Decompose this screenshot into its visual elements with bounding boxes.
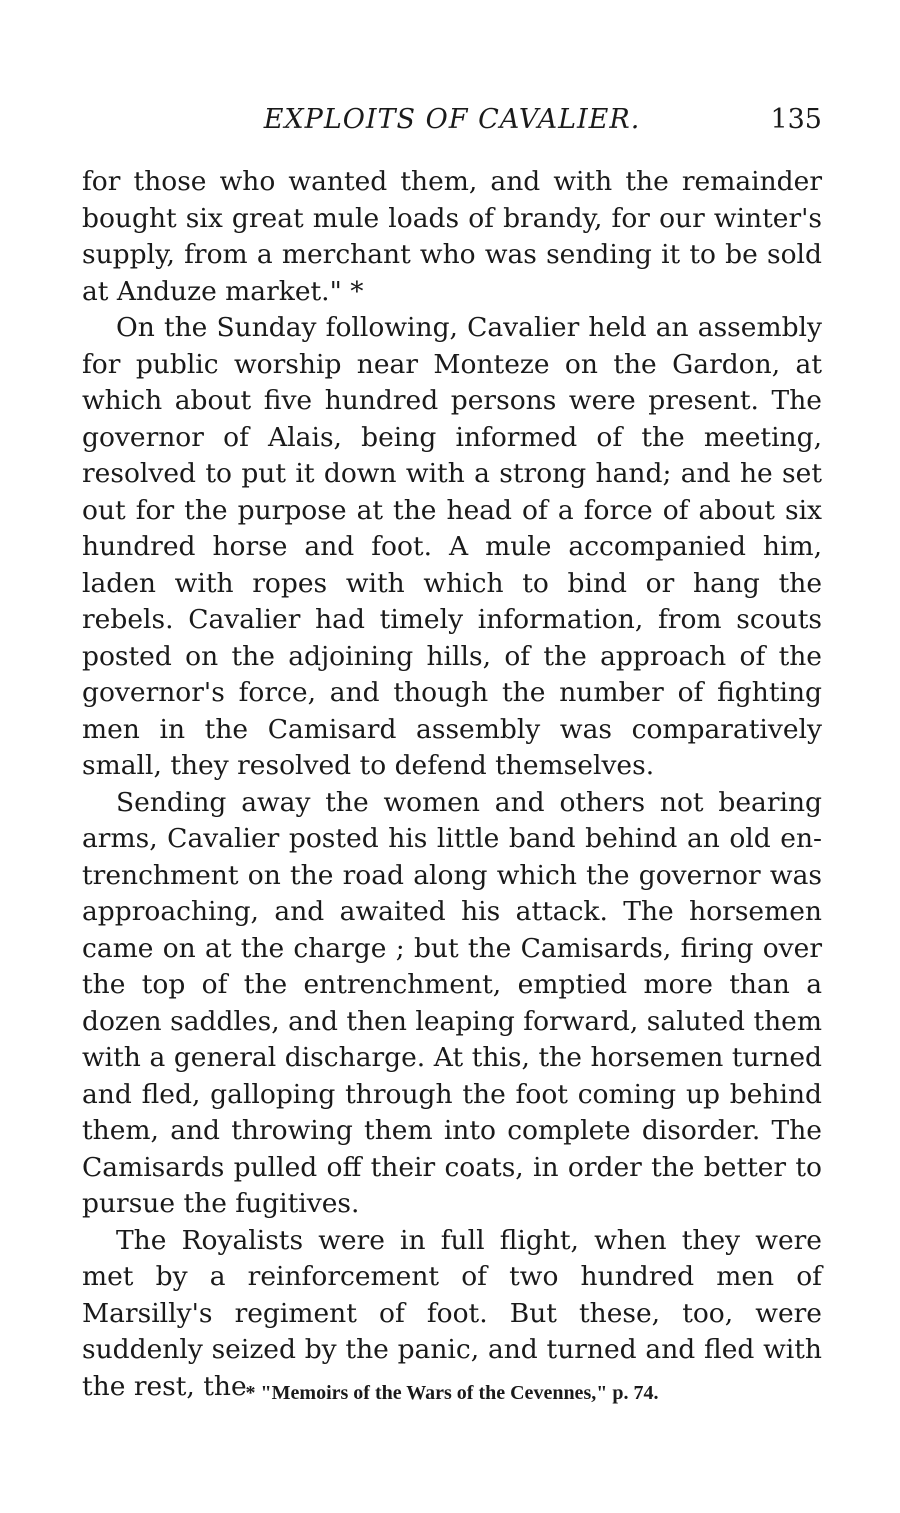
- page-header: [82, 100, 822, 140]
- paragraph-royalists: The Royalists were in full flight, when they were met by a reinforcement of two hundred men of Marsilly's regiment of foot. But these, too, were suddenly seized by the panic, and turned and fled with the rest, the: [82, 1224, 822, 1402]
- paragraph-assembly: On the Sunday following, Cavalier held an assembly for public worship near Monteze on the Gardon, at which about five hundred persons were present. The governor of Alais, being informed of the meeting, resolved to put it down with a strong hand; and he set out for the purpose at the head of a force of about six hundred horse and foot. A mule accompanied him, laden with ropes with which to bind or hang the rebels. Cavalier had timely information, from scouts posted on the adjoining hills, of the approach of the governor's force, and though the number of fighting men in the Camisard assembly was comparatively small, they resolved to defend themselves.: [82, 312, 822, 781]
- footnote: * "Memoirs of the Wars of the Cevennes," p. 74.: [245, 1382, 659, 1404]
- paragraph-continuation: for those who wanted them, and with the remainder bought six great mule loads of brandy, for our winter's supply, from a merchant who was sending it to be sold at Anduze market." *: [82, 166, 822, 307]
- paragraph-battle: Sending away the women and others not bearing arms, Cavalier posted his little band behind an old en-trenchment on the road along which the governor was approaching, and awaited his attack. The horsemen came on at the charge ; but the Camisards, firing over the top of the entrenchment, emptied more than a dozen saddles, and then leaping forward, saluted them with a general discharge. At this, the horsemen turned and fled, galloping through the foot coming up behind them, and throwing them into complete disorder. The Camisards pulled off their coats, in order the better to pursue the fugitives.: [82, 786, 822, 1219]
- running-title: EXPLOITS OF CAVALIER.: [263, 104, 641, 135]
- page-number: 135: [770, 104, 822, 135]
- body-text: [82, 164, 822, 1405]
